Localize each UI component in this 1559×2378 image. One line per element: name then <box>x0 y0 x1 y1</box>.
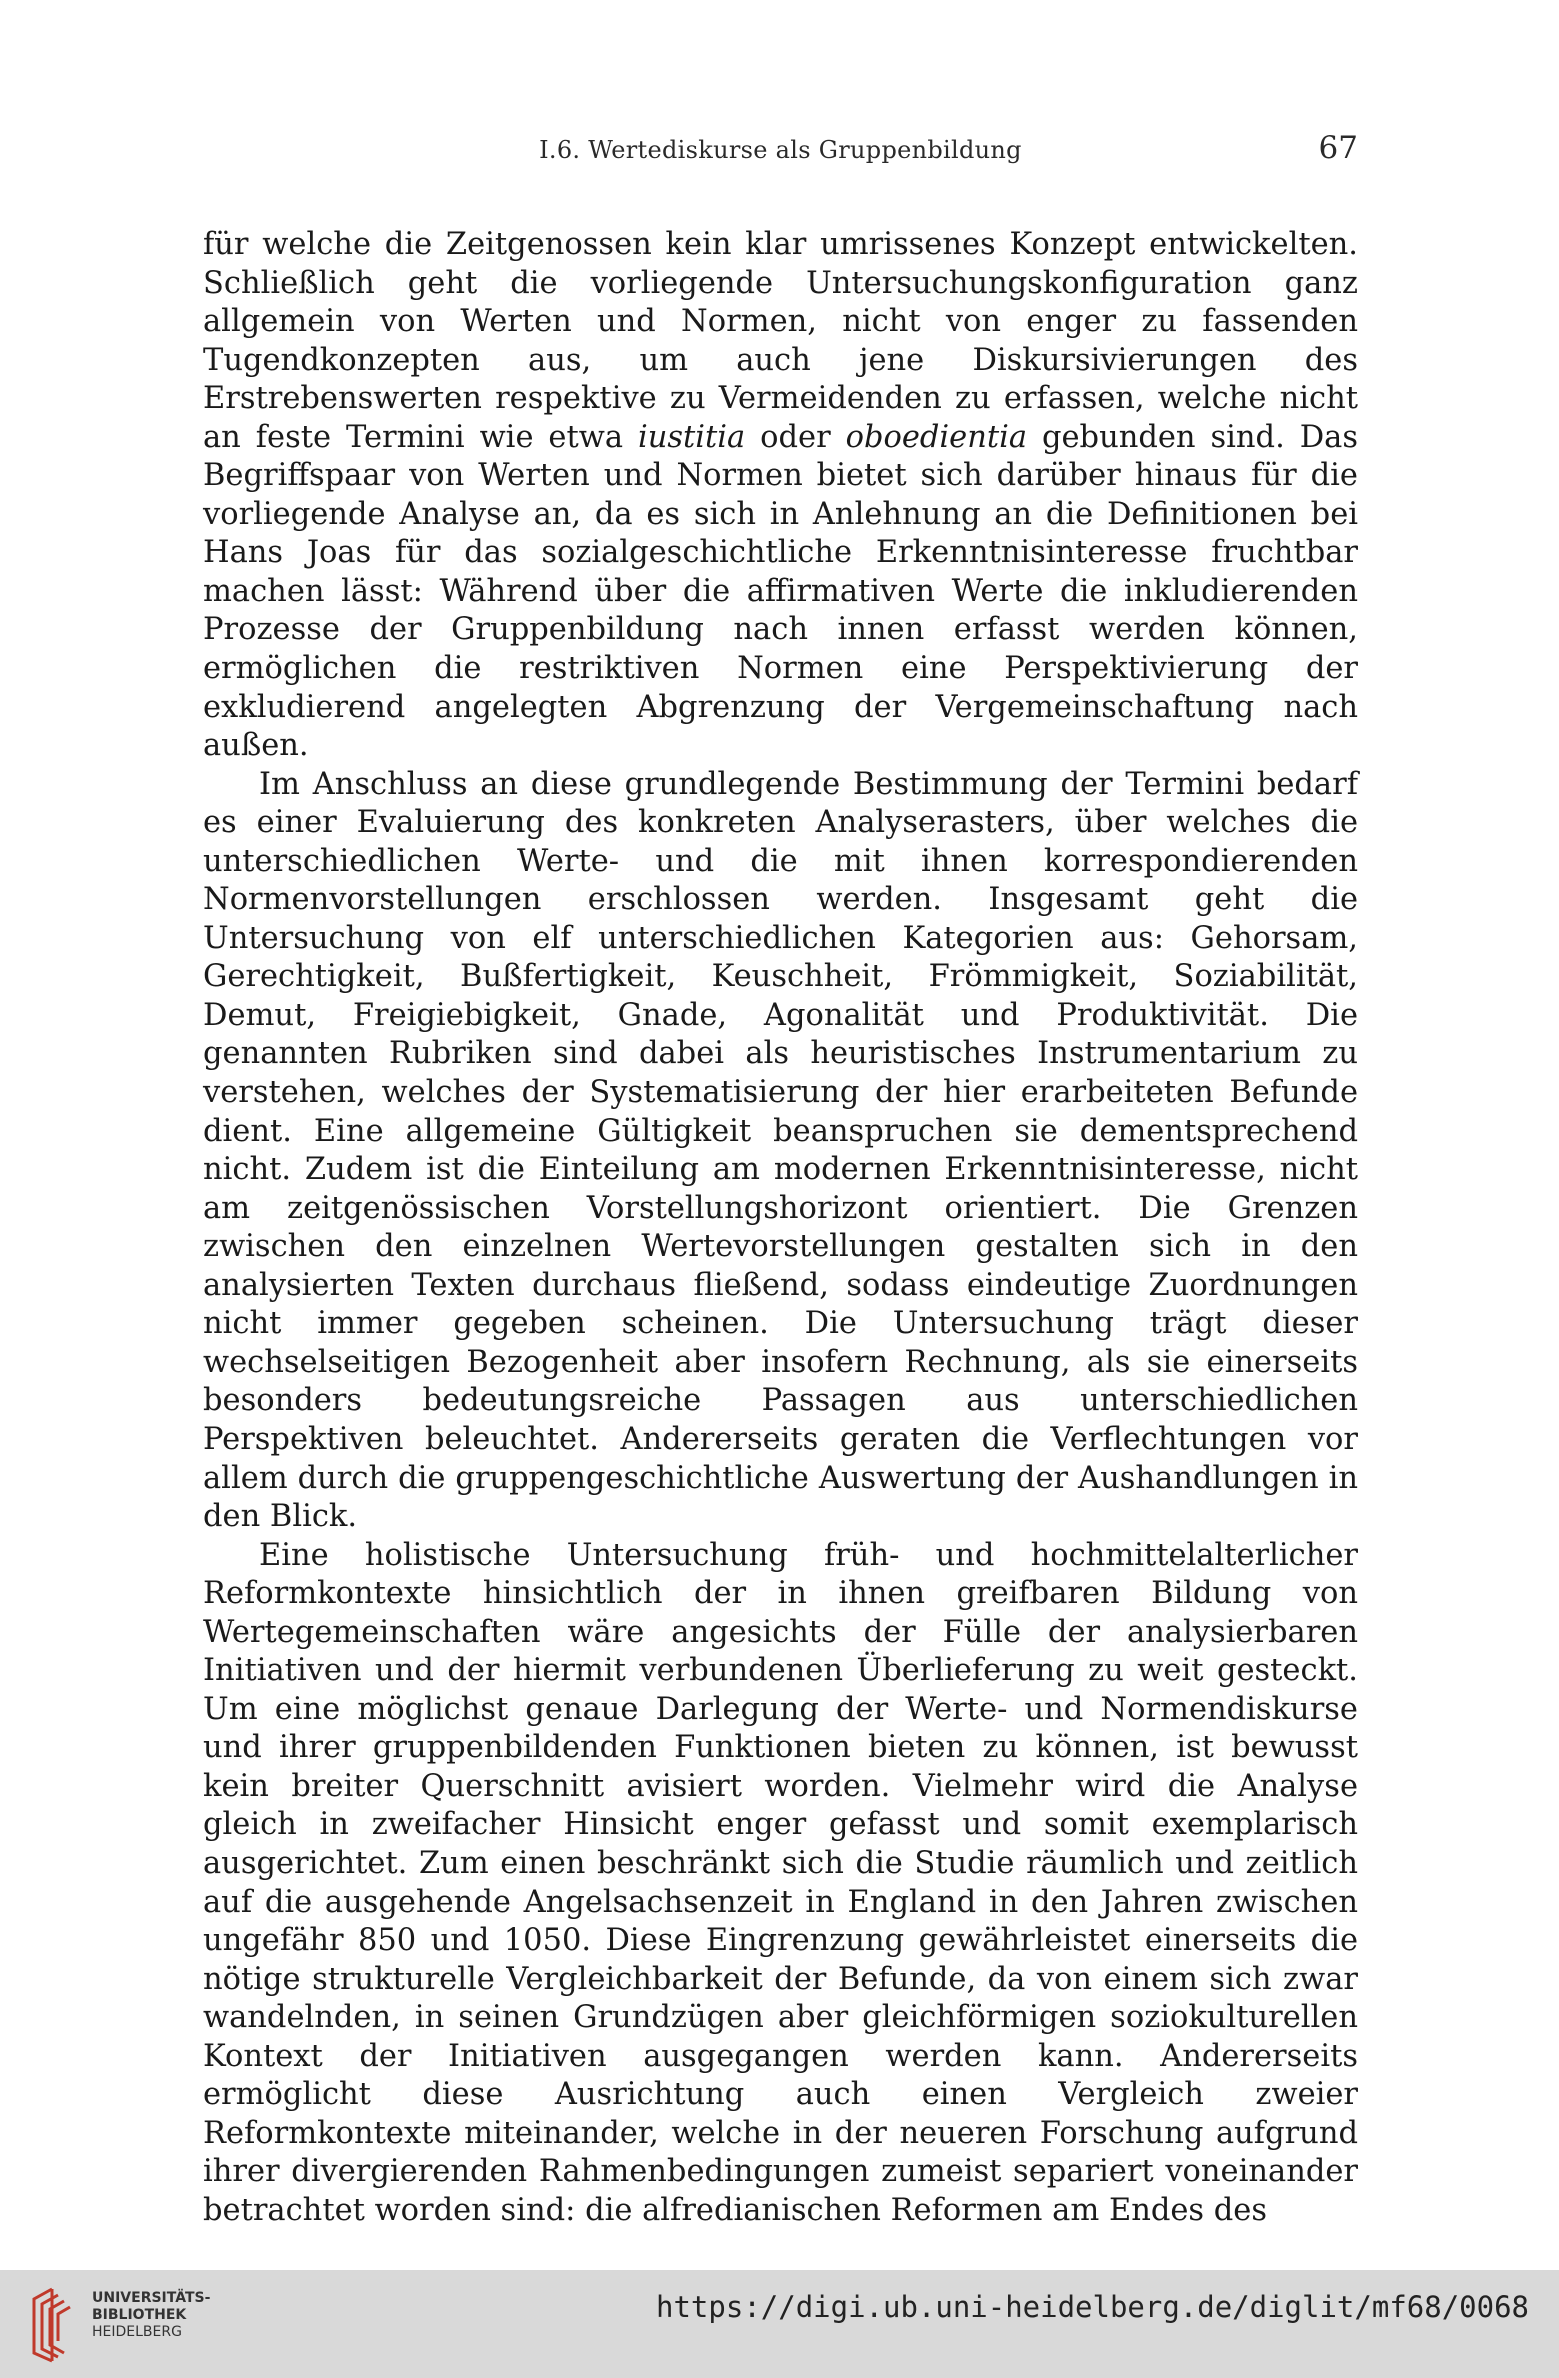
running-title: I.6. Wertediskurse als Gruppenbildung <box>539 136 1022 164</box>
library-logo-icon <box>22 2283 94 2365</box>
source-url[interactable]: https://digi.ub.uni-heidelberg.de/diglit/mf68/0068 <box>656 2290 1529 2324</box>
library-name-line-1: UNIVERSITÄTS- <box>92 2290 211 2306</box>
text-run: oder <box>745 419 846 455</box>
italic-term: iustitia <box>637 419 746 455</box>
paragraph <box>203 1537 1358 2231</box>
italic-term: oboedientia <box>845 419 1028 455</box>
library-name <box>92 2290 210 2341</box>
library-name-line-2: BIBLIOTHEK <box>92 2307 187 2323</box>
text-run: für welche die Zeitgenossen kein klar umrissenes Konzept entwickelten. Schließlich geht die vorliegende Untersuchungskonfiguration ganz allgemein von Werten und Normen, nicht von enger zu fassenden Tugendkonzepten aus, um auch jene Diskursivierungen des Erstrebenswerten respektive zu Vermeidenden zu erfassen, welche nicht an feste Termini wie etwa <box>203 227 1358 455</box>
text-run: Im Anschluss an diese grundlegende Bestimmung der Termini bedarf es einer Evaluierung des konkreten Analyserasters, über welches die unterschiedlichen Werte- und die mit ihnen korrespondierenden Normenvorstellungen erschlossen werden. Insgesamt geht die Untersuchung von elf unterschiedlichen Kategorien aus: Gehorsam, Gerechtigkeit, Bußfertigkeit, Keuschheit, Frömmigkeit, Soziabilität, Demut, Freigiebigkeit, Gnade, Agonalität und Produktivität. Die genannten Rubriken sind dabei als heuristisches Instrumentarium zu verstehen, welches der Systematisierung der hier erarbeiteten Befunde dient. Eine allgemeine Gültigkeit beanspruchen sie dementsprechend nicht. Zudem ist die Einteilung am modernen Erkenntnisinteresse, nicht am zeitgenössischen Vorstellungshorizont orientiert. Die Grenzen zwischen den einzelnen Wertevorstellungen gestalten sich in den analysierten Texten durchaus fließend, sodass eindeutige Zuordnungen nicht immer gegeben scheinen. Die Untersuchung trägt dieser wechselseitigen Bezogenheit aber insofern Rechnung, als sie einerseits besonders bedeutungsreiche Passagen aus unterschiedlichen Perspektiven beleuchtet. Andererseits geraten die Verflechtungen vor allem durch die gruppengeschichtliche Auswertung der Aushandlungen in den Blick. <box>203 766 1358 1535</box>
text-run: gebunden sind. Das Begriffspaar von Werten und Normen bietet sich darüber hinaus für die vorliegende Analyse an, da es sich in Anlehnung an die Definitionen bei Hans Joas für das sozialgeschichtliche Erkenntnisinteresse fruchtbar machen lässt: Während über die affirmativen Werte die inkludierenden Prozesse der Gruppenbildung nach innen erfasst werden können, ermöglichen die restriktiven Normen eine Perspektivierung der exkludierend angelegten Abgrenzung der Vergemeinschaftung nach außen. <box>203 419 1358 764</box>
body-text <box>203 226 1358 2230</box>
running-head <box>203 130 1358 176</box>
page-number: 67 <box>1318 130 1358 166</box>
text-run: Eine holistische Untersuchung früh- und hochmittelalterlicher Reformkontexte hinsichtlich der in ihnen greifbaren Bildung von Wertegemeinschaften wäre angesichts der Fülle der analysierbaren Initiativen und der hiermit verbundenen Überlieferung zu weit gesteckt. Um eine möglichst genaue Darlegung der Werte- und Normendiskurse und ihrer gruppenbildenden Funktionen bieten zu können, ist bewusst kein breiter Querschnitt avisiert worden. Vielmehr wird die Analyse gleich in zweifacher Hinsicht enger gefasst und somit exemplarisch ausgerichtet. Zum einen beschränkt sich die Studie räumlich und zeitlich auf die ausgehende Angelsachsenzeit in England in den Jahren zwischen ungefähr 850 und 1050. Diese Eingrenzung gewährleistet einerseits die nötige strukturelle Vergleichbarkeit der Befunde, da von einem sich zwar wandelnden, in seinen Grundzügen aber gleichförmigen soziokulturellen Kontext der Initiativen ausgegangen werden kann. Andererseits ermöglicht diese Ausrichtung auch einen Vergleich zweier Reformkontexte miteinander, welche in der neueren Forschung aufgrund ihrer divergierenden Rahmenbedingungen zumeist separiert voneinander betrachtet worden sind: die alfredianischen Reformen am Endes des <box>203 1537 1358 2228</box>
library-name-line-3: HEIDELBERG <box>92 2324 182 2340</box>
paragraph <box>203 226 1358 766</box>
paragraph <box>203 766 1358 1537</box>
footer-bar <box>0 2270 1559 2378</box>
